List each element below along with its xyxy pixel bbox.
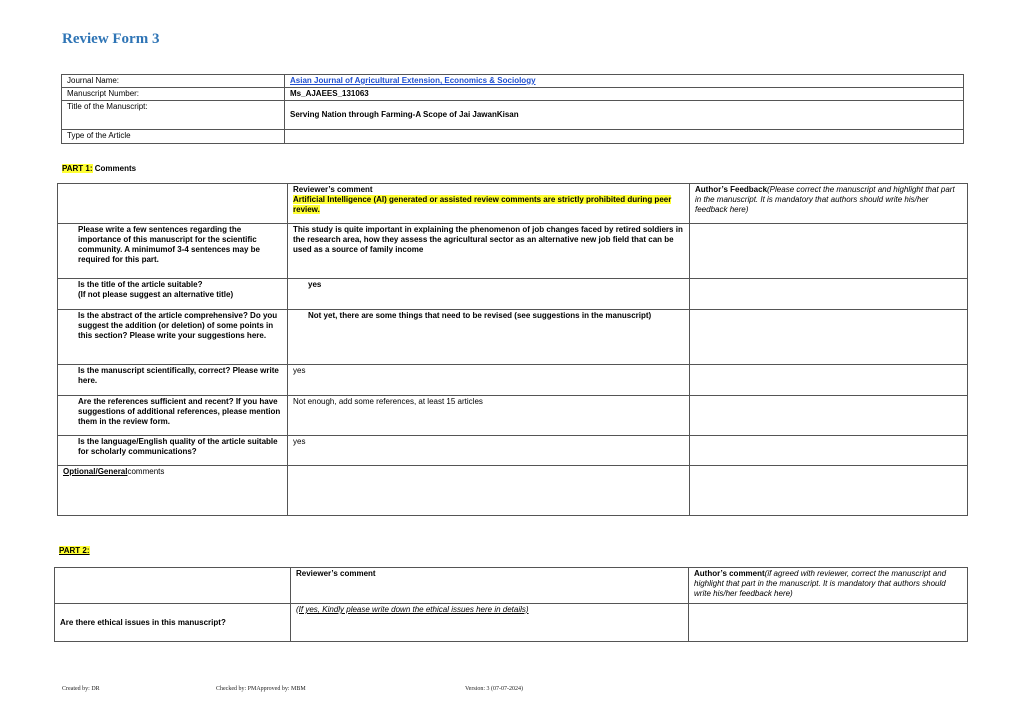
- question-title: Is the title of the article suitable? (If not please suggest an alternative title): [58, 279, 288, 310]
- author-feedback-cell[interactable]: [690, 224, 968, 279]
- manuscript-title-value: Serving Nation through Farming-A Scope of Jai JawanKisan: [285, 101, 964, 130]
- manuscript-number-label: Manuscript Number:: [62, 88, 285, 101]
- manuscript-number-value: Ms_AJAEES_131063: [285, 88, 964, 101]
- author-feedback-cell[interactable]: [690, 279, 968, 310]
- article-type-value: [285, 130, 964, 144]
- journal-name-link[interactable]: Asian Journal of Agricultural Extension, Economics & Sociology: [290, 76, 536, 85]
- author-feedback-cell[interactable]: [690, 396, 968, 436]
- part1-heading: PART 1: Comments: [62, 164, 137, 173]
- table-row: [58, 224, 968, 279]
- optional-comments-label: Optional/Generalcomments: [58, 466, 288, 516]
- author-feedback-cell[interactable]: [690, 466, 968, 516]
- optional-comments-cell[interactable]: [288, 466, 690, 516]
- table-row: [58, 466, 968, 516]
- answer-references[interactable]: Not enough, add some references, at least 15 articles: [288, 396, 690, 436]
- part2-author-header: Author’s comment(if agreed with reviewer, correct the manuscript and highlight that part in the manuscript. It is mandatory that authors should write his/her feedback here): [689, 568, 968, 604]
- reviewer-comment-header: Reviewer’s comment: [293, 185, 373, 194]
- author-feedback-cell[interactable]: [690, 310, 968, 365]
- question-language: Is the language/English quality of the article suitable for scholarly communications?: [58, 436, 288, 466]
- question-abstract: Is the abstract of the article comprehensive? Do you suggest the addition (or deletion) of some points in this section? Please write your suggestions here.: [58, 310, 288, 365]
- answer-title[interactable]: yes: [288, 279, 690, 310]
- answer-abstract[interactable]: Not yet, there are some things that need to be revised (see suggestions in the manuscript): [288, 310, 690, 365]
- part1-comments-table: [57, 183, 968, 516]
- journal-name-label: Journal Name:: [62, 75, 285, 88]
- ethics-hint[interactable]: (If yes, Kindly please write down the ethical issues here in details): [296, 605, 529, 614]
- answer-language[interactable]: yes: [288, 436, 690, 466]
- manuscript-title-label: Title of the Manuscript:: [62, 101, 285, 130]
- footer-version: Version: 3 (07-07-2024): [465, 686, 523, 692]
- article-type-label: Type of the Article: [62, 130, 285, 144]
- part2-heading: PART 2:: [59, 546, 90, 555]
- author-feedback-header: Author’s Feedback(Please correct the manuscript and highlight that part in the manuscript. It is mandatory that authors should write his/her feedback here): [690, 184, 968, 224]
- table-row: [58, 279, 968, 310]
- footer-created: Created by: DR: [62, 686, 100, 692]
- question-scientific: Is the manuscript scientifically, correct? Please write here.: [58, 365, 288, 396]
- author-feedback-cell[interactable]: [690, 436, 968, 466]
- form-title: Review Form 3: [62, 31, 160, 47]
- part2-ethics-table: [54, 567, 968, 642]
- table-row: [58, 365, 968, 396]
- footer-checked: Checked by: PMApproved by: MBM: [216, 686, 306, 692]
- author-feedback-cell[interactable]: [690, 365, 968, 396]
- author-comment-cell[interactable]: [689, 604, 968, 642]
- ai-notice: Artificial Intelligence (AI) generated or assisted review comments are strictly prohibited during peer review.: [293, 195, 672, 214]
- question-importance: Please write a few sentences regarding the importance of this manuscript for the scientific community. A minimumof 3-4 sentences may be required for this part.: [58, 224, 288, 279]
- manuscript-info-table: [61, 74, 964, 144]
- answer-scientific[interactable]: yes: [288, 365, 690, 396]
- table-row: [58, 396, 968, 436]
- question-references: Are the references sufficient and recent? If you have suggestions of additional references, please mention them in the review form.: [58, 396, 288, 436]
- part2-reviewer-header: Reviewer’s comment: [291, 568, 689, 604]
- table-row: [58, 436, 968, 466]
- table-row: [58, 310, 968, 365]
- table-row: [55, 604, 968, 642]
- answer-importance[interactable]: This study is quite important in explaining the phenomenon of job changes faced by retired soldiers in the research area, how they assess the agricultural sector as an alternative new job field that can be used as a source of family income: [288, 224, 690, 279]
- question-ethics: Are there ethical issues in this manuscript?: [55, 604, 291, 642]
